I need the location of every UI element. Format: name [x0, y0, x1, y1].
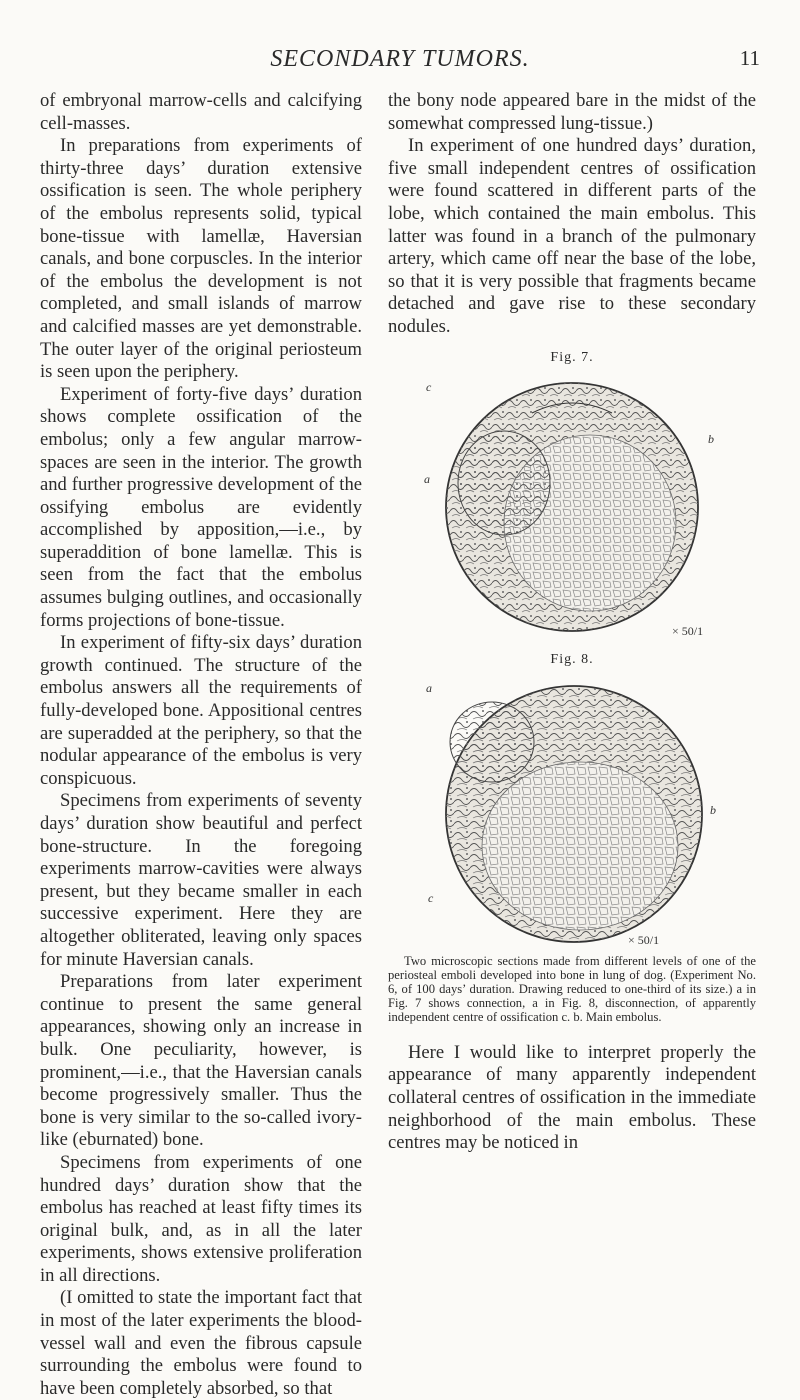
- figure-letter: c: [426, 380, 432, 395]
- figure-label: Fig. 8.: [550, 652, 594, 668]
- figure-letter: b: [708, 432, 714, 447]
- magnification-label: × 50/1: [672, 624, 704, 639]
- figure-7: [422, 373, 722, 641]
- paragraph: (I omitted to state the important fact that in most of the later experiments the blood-vessel wall and even the fibrous capsule surrounding the embolus were found to have been completely absorbed, so that: [40, 1287, 362, 1399]
- paragraph: the bony node appeared bare in the midst of the somewhat compressed lung-tissue.): [388, 90, 756, 134]
- figure-label: Fig. 7.: [550, 349, 594, 365]
- magnification-label: × 50/1: [628, 932, 660, 947]
- caption-text: Two microscopic sections made from different levels of one of the periosteal emboli developed into bone in lung of dog. (Experiment No. 6, of 100 days’ duration. Drawing reduced to one-third of its size.) a in Fig. 7 shows connection, a in Fig. 8, disconnection, of apparently independent centre of ossification c. b. Main embolus.: [388, 953, 756, 1024]
- figure-8: [422, 676, 722, 948]
- paragraph: Experiment of forty-five days’ duration shows complete ossification of the embolus; only a few angular marrow-spaces are seen in the interior. The growth and further progressive development of the ossifying embolus are evidently accomplished by apposition,—i.e., by superaddition of bone lamellæ. This is seen from the fact that the embolus assumes bulging outlines, and occasionally forms projections of bone-tissue.: [40, 383, 362, 631]
- paragraph: In preparations from experiments of thirty-three days’ duration extensive ossification is seen. The whole periphery of the embolus represents solid, typical bone-tissue with lamellæ, Haversian canals, and bone corpuscles. In the interior of the embolus the development is not completed, and small islands of marrow and calcified masses are yet demonstrable. The outer layer of the original periosteum is seen upon the periphery.: [40, 135, 362, 383]
- figure-letter: b: [710, 802, 716, 817]
- page-number: 11: [739, 46, 760, 70]
- right-column: [388, 90, 756, 1155]
- running-title: SECONDARY TUMORS.: [270, 46, 530, 72]
- figure-letter: a: [426, 680, 432, 695]
- figure-7-illustration: [422, 373, 722, 641]
- paragraph: of embryonal marrow-cells and calcifying cell-masses.: [40, 90, 362, 134]
- paragraph: Specimens from experiments of one hundred days’ duration show that the embolus has reached at least fifty times its original bulk, and, as in all the later experiments, shows extensive proliferation in all directions.: [40, 1151, 362, 1286]
- figure-letter: a: [424, 472, 430, 487]
- figure-caption: [388, 954, 756, 1024]
- paragraph: Here I would like to interpret properly the appearance of many apparently independent collateral centres of ossification in the immediate neighborhood of the main embolus. These centres may be noticed in: [388, 1041, 756, 1154]
- page-header: [0, 46, 800, 76]
- left-column: [40, 90, 362, 1400]
- figure-letter: c: [428, 890, 434, 905]
- paragraph: Preparations from later experiment continue to present the same general appearances, showing only an increase in bulk. One peculiarity, however, is prominent,—i.e., that the Haversian canals become progressively smaller. Thus the bone is very similar to the so-called ivory-like (eburnated) bone.: [40, 971, 362, 1151]
- paragraph: Specimens from experiments of seventy days’ duration show beautiful and perfect bone-structure. In the foregoing experiments marrow-cavities were always present, but they became smaller in each successive experiment. Here they are altogether obliterated, leaving only spaces for minute Haversian canals.: [40, 790, 362, 970]
- paragraph: In experiment of one hundred days’ duration, five small independent centres of ossification were found scattered in different parts of the lobe, which contained the main embolus. This latter was found in a branch of the pulmonary artery, which came off near the base of the lobe, so that it is very possible that fragments became detached and gave rise to these secondary nodules.: [388, 135, 756, 337]
- paragraph: In experiment of fifty-six days’ duration growth continued. The structure of the embolus answers all the requirements of fully-developed bone. Appositional centres are superadded at the periphery, so that the nodular appearance of the embolus is very conspicuous.: [40, 632, 362, 789]
- figure-8-illustration: [422, 676, 722, 948]
